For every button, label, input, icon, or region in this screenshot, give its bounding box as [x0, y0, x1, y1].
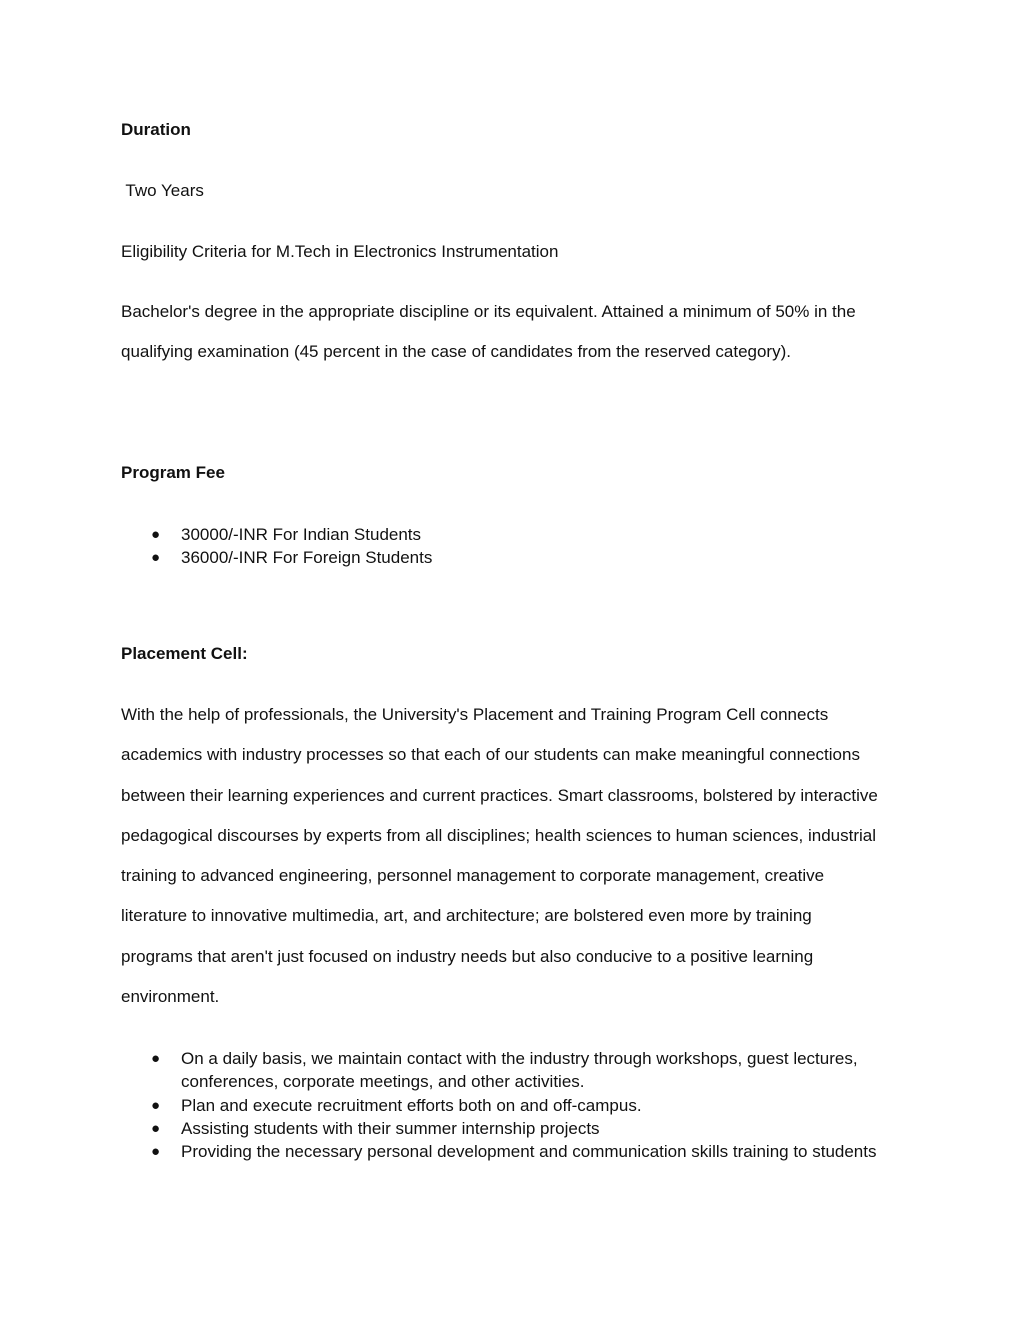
list-item	[121, 1094, 921, 1117]
list-item	[121, 1047, 921, 1094]
eligibility-paragraph	[121, 292, 921, 373]
list-item-text: Plan and execute recruitment efforts both on and off-campus.	[181, 1095, 642, 1115]
bullet-icon: ●	[151, 549, 161, 567]
paragraph-line: Bachelor's degree in the appropriate discipline or its equivalent. Attained a minimum of 50% in the	[121, 302, 856, 321]
list-item-text: On a daily basis, we maintain contact with the industry through workshops, guest lectures,	[181, 1049, 858, 1068]
bullet-icon: ●	[151, 526, 161, 543]
list-item-text: Providing the necessary personal development and communication skills training to students	[181, 1142, 877, 1162]
bullet-icon: ●	[151, 1050, 161, 1067]
paragraph-line: literature to innovative multimedia, art, and architecture; are bolstered even more by training	[121, 906, 812, 926]
paragraph-line: pedagogical discourses by experts from all disciplines; health sciences to human sciences, industrial	[121, 825, 876, 845]
program-fee-list	[121, 523, 921, 570]
eligibility-heading: Eligibility Criteria for M.Tech in Electronics Instrumentation	[121, 242, 559, 261]
paragraph-line: environment.	[121, 987, 220, 1007]
list-item-text: Assisting students with their summer internship projects	[181, 1118, 600, 1138]
list-item-text: 36000/-INR For Foreign Students	[181, 548, 433, 568]
paragraph-line: With the help of professionals, the University's Placement and Training Program Cell connects	[121, 705, 829, 724]
paragraph-line: qualifying examination (45 percent in the case of candidates from the reserved category).	[121, 342, 791, 362]
bullet-icon: ●	[151, 1119, 161, 1137]
list-item	[121, 546, 921, 569]
bullet-icon: ●	[151, 1143, 161, 1161]
paragraph-line: programs that aren't just focused on industry needs but also conducive to a positive learning	[121, 946, 814, 966]
paragraph-line: between their learning experiences and current practices. Smart classrooms, bolstered by interactive	[121, 785, 878, 805]
list-item-text: conferences, corporate meetings, and other activities.	[181, 1072, 585, 1092]
placement-list	[121, 1047, 921, 1163]
paragraph-line: academics with industry processes so that each of our students can make meaningful connections	[121, 745, 860, 765]
placement-heading: Placement Cell:	[121, 644, 248, 663]
list-item-text: 30000/-INR For Indian Students	[181, 525, 422, 544]
paragraph-line: training to advanced engineering, personnel management to corporate management, creative	[121, 866, 825, 886]
list-item	[121, 523, 921, 546]
duration-heading: Duration	[121, 120, 191, 139]
placement-paragraph	[121, 695, 921, 1017]
list-item	[121, 1117, 921, 1140]
bullet-icon: ●	[151, 1096, 161, 1114]
list-item	[121, 1140, 921, 1163]
duration-value: Two Years	[121, 181, 204, 200]
program-fee-heading: Program Fee	[121, 463, 225, 482]
